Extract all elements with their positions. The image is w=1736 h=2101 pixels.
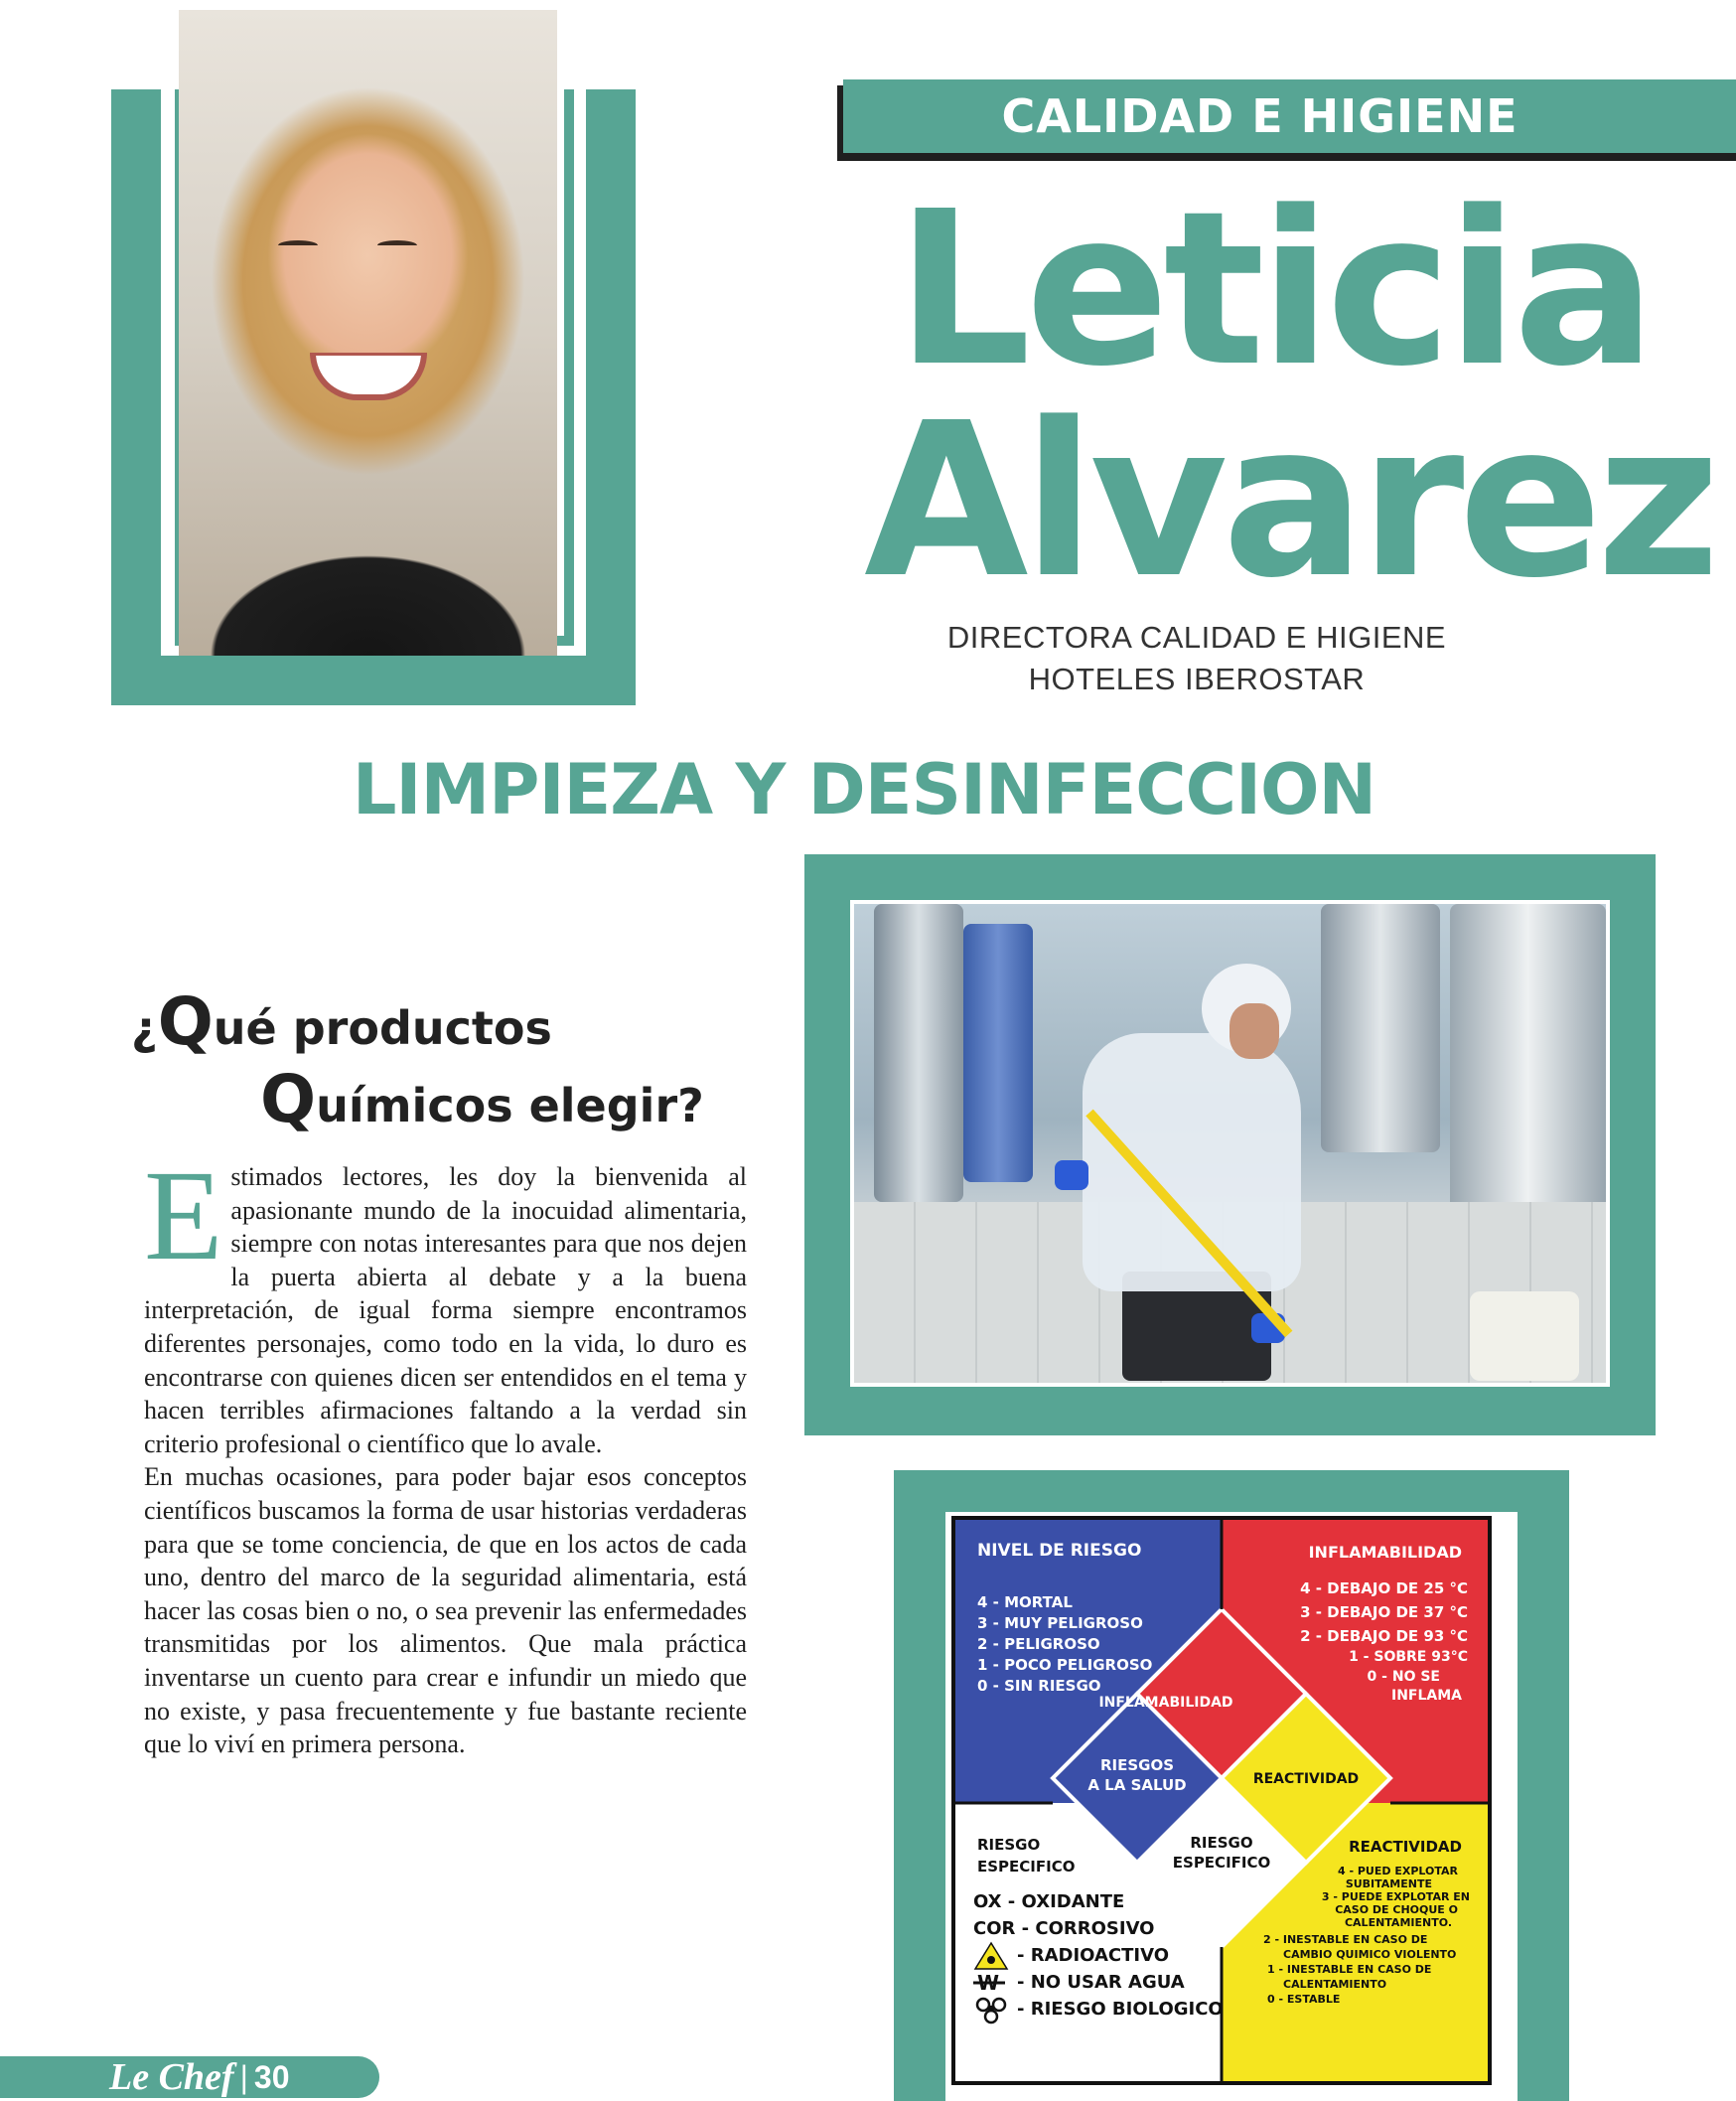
chemical-jug [1470,1291,1579,1381]
flammability-item: 4 - DEBAJO DE 25 °C [1300,1579,1468,1597]
reactivity-item: 3 - PUEDE EXPLOTAR EN [1321,1890,1470,1903]
flammability-item: INFLAMA [1390,1688,1462,1704]
specific-item: - NO USAR AGUA [1017,1972,1185,1993]
reactivity-item: 1 - INESTABLE EN CASO DE [1267,1963,1432,1976]
specific-title: ESPECIFICO [977,1858,1076,1876]
worker [1053,944,1331,1381]
health-item: 4 - MORTAL [977,1593,1073,1611]
article-title: LIMPIEZA Y DESINFECCION [352,749,1376,830]
flammability-diamond-label: INFLAMABILIDAD [1098,1695,1233,1711]
cleaning-worker-photo [854,904,1606,1383]
specific-item: COR - CORROSIVO [973,1918,1155,1939]
reactivity-item: 0 - ESTABLE [1267,1993,1341,2006]
steel-tank [1321,904,1440,1152]
frame-bar [111,656,636,705]
subheading-text: uímicos elegir? [316,1079,704,1132]
reactivity-item: 2 - INESTABLE EN CASO DE [1263,1933,1428,1946]
article-body [144,1144,747,1761]
steel-tank [874,904,963,1202]
author-eye [377,240,417,250]
specific-diamond-label: ESPECIFICO [1172,1854,1271,1872]
author-eye [278,240,318,250]
paragraph: En muchas ocasiones, para poder bajar esos conceptos científicos buscamos la forma de usar historias verdaderas para que se tome conciencia, de que en los actos de cada uno, dentro del marco de la seguridad alimentaria, está hacer las cosas bien o no, o sea prevenir las enfermedades transmitidas por los alimentos. Que mala práctica inventarse un cuento para crear e infundir un miedo que no existe, y pasa frecuentemente y fue bastante reciente que lo viví en primera persona. [144,1462,747,1759]
author-last-name: Alvarez [864,377,1715,625]
reactivity-title: REACTIVIDAD [1349,1838,1462,1856]
steel-tank [1450,904,1606,1232]
drop-cap: E [144,1144,223,1287]
frame-bar [564,89,574,646]
flammability-title: INFLAMABILIDAD [1308,1543,1462,1562]
reactivity-diamond-label: REACTIVIDAD [1252,1771,1360,1787]
worker-coat [1083,1033,1301,1291]
subheading-cap: Q [157,983,214,1060]
subheading-line1 [131,983,552,1060]
flammability-item: 3 - DEBAJO DE 37 °C [1300,1603,1468,1621]
health-diamond-label: RIESGOS [1099,1756,1175,1774]
nfpa-frame [894,1470,1569,2101]
subheading-line2 [260,1061,704,1137]
health-item: 1 - POCO PELIGROSO [977,1656,1153,1674]
subheading-cap: Q [260,1061,317,1137]
health-item: 2 - PELIGROSO [977,1635,1100,1653]
specific-diamond-label: RIESGO [1190,1834,1253,1852]
frame-gap [163,89,175,656]
blue-tank [963,924,1033,1182]
reactivity-item: CASO DE CHOQUE O [1335,1903,1458,1916]
frame-bar [111,89,161,705]
health-title: NIVEL DE RIESGO [977,1541,1142,1561]
worker-face [1230,1003,1279,1059]
reactivity-item: CAMBIO QUIMICO VIOLENTO [1283,1948,1457,1961]
reactivity-item: CALENTAMIENTO [1283,1978,1387,1991]
page-number: 30 [253,2058,290,2095]
author-smile [310,353,427,400]
svg-text:W: W [977,1971,1000,1995]
footer-separator: | [239,2058,248,2095]
specific-item: - RIESGO BIOLOGICO [1017,1999,1224,2020]
flammability-item: 2 - DEBAJO DE 93 °C [1300,1627,1468,1645]
section-banner [837,79,1736,159]
author-first-name: Leticia [896,166,1651,413]
reactivity-item: CALENTAMIENTO. [1344,1916,1452,1929]
subheading-prefix: ¿ [131,1001,158,1055]
photo-frame [804,854,1656,1435]
nfpa-diamond-chart [945,1512,1518,2101]
author-role-line2: HOTELES IBEROSTAR [1028,662,1366,696]
reactivity-item: 4 - PUED EXPLOTAR [1337,1865,1458,1877]
flammability-item: 0 - NO SE [1367,1669,1440,1685]
frame-bar [586,89,636,705]
flammability-item: 1 - SOBRE 93°C [1349,1649,1468,1665]
glove [1055,1160,1088,1190]
banner-fill [843,79,1736,153]
section-label: CALIDAD E HIGIENE [1001,89,1519,143]
magazine-brand: Le Chef [109,2056,234,2098]
reactivity-item: SUBITAMENTE [1345,1877,1432,1890]
specific-title: RIESGO [977,1836,1041,1854]
health-diamond-label: A LA SALUD [1087,1776,1187,1794]
specific-item: OX - OXIDANTE [973,1891,1125,1912]
footer-tab [0,2056,379,2098]
author-photo [179,10,557,656]
author-role-line1: DIRECTORA CALIDAD E HIGIENE [946,620,1447,655]
specific-item: - RADIOACTIVO [1017,1945,1170,1966]
subheading-text: ué productos [213,1001,552,1055]
health-item: 3 - MUY PELIGROSO [977,1614,1143,1632]
paragraph: stimados lectores, les doy la bienvenida al apasionante mundo de la inocuidad alimentaria, siempre con notas interesantes para que nos dejen la puerta abierta al debate y a la buena interpretación, de igual forma siempre encontramos diferentes personajes, como todo en la vida, lo duro es encontrarse con quienes dicen ser entendidos en el tema y hacen terribles afirmaciones faltando a la verdad sin criterio profesional o científico que lo avale. [144,1162,747,1458]
health-item: 0 - SIN RIESGO [977,1677,1101,1695]
